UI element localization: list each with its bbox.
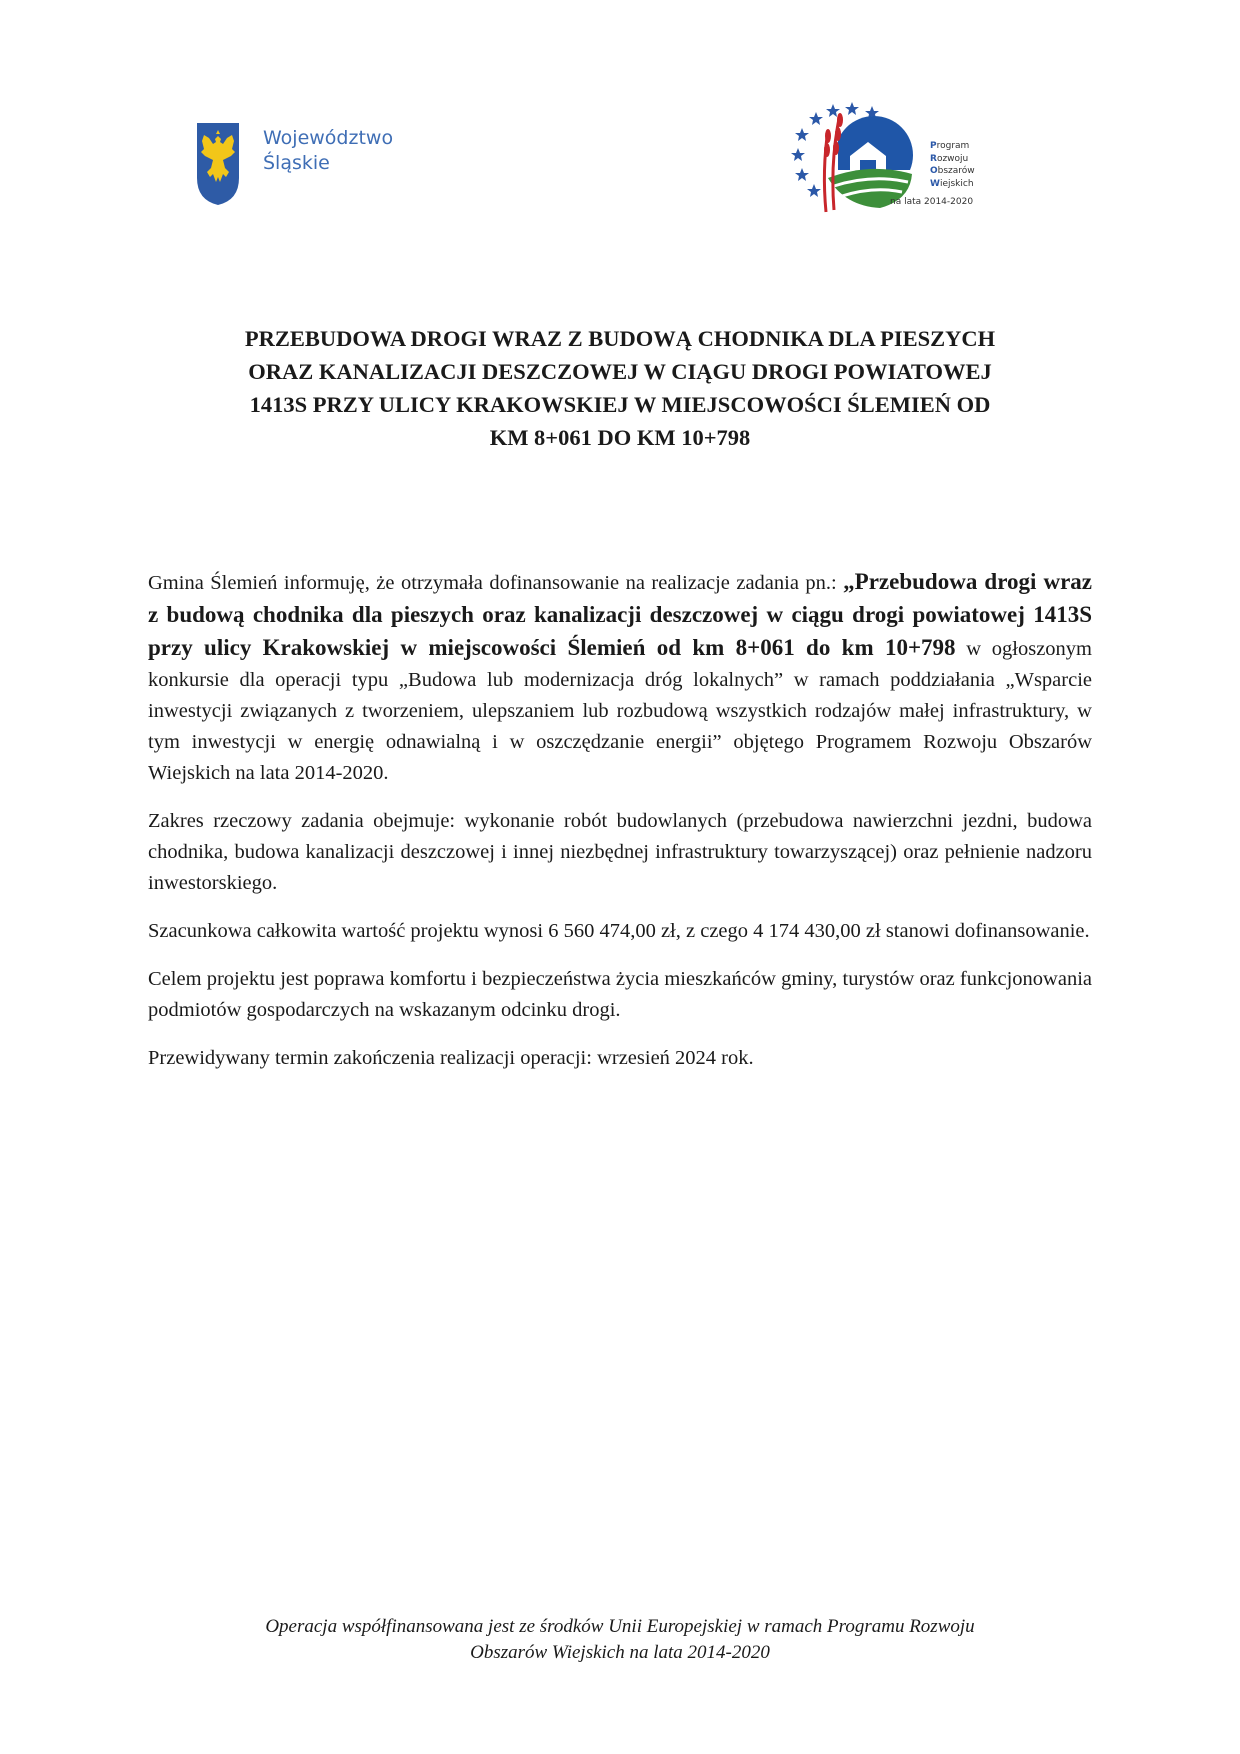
title-line: PRZEBUDOWA DROGI WRAZ Z BUDOWĄ CHODNIKA DLA PIESZYCH	[244, 326, 996, 351]
title-line: ORAZ KANALIZACJI DESZCZOWEJ W CIĄGU DROGI POWIATOWEJ	[248, 359, 992, 384]
paragraph-scope: Zakres rzeczowy zadania obejmuje: wykonanie robót budowlanych (przebudowa nawierzchni jezdni, budowa chodnika, budowa kanalizacji deszczowej i innej niezbędnej infrastruktury towarzyszącej) oraz pełnienie nadzoru inwestorskiego.	[148, 810, 1092, 894]
region-name-line2: Śląskie	[263, 152, 330, 174]
silesian-eagle-icon	[196, 122, 240, 206]
prow-logo	[790, 100, 1000, 220]
footer-line2: Obszarów Wiejskich na lata 2014-2020	[470, 1642, 770, 1663]
title-line: 1413S PRZY ULICY KRAKOWSKIEJ W MIEJSCOWOŚCI ŚLEMIEŃ OD	[249, 392, 991, 417]
prow-years: na lata 2014-2020	[890, 197, 974, 207]
paragraph-goal: Celem projektu jest poprawa komfortu i bezpieczeństwa życia mieszkańców gminy, turystów oraz funkcjonowania podmiotów gospodarczych na wskazanym odcinku drogi.	[148, 968, 1092, 1021]
prow-line-program: Program	[930, 141, 970, 151]
intro-rest: w ogłoszonym konkursie dla operacji typu „Budowa lub modernizacja dróg lokalnych” w ramach poddziałania „Wsparcie inwestycji związanych z tworzeniem, ulepszaniem lub rozbudową wszystkich rodzajów małej infrastruktury, w tym inwestycji w energię odnawialną i w oszczędzanie energii” objętego Programem Rozwoju Obszarów Wiejskich na lata 2014-2020.	[148, 638, 1092, 784]
wojewodztwo-slaskie-logo	[196, 122, 393, 206]
document-body	[148, 566, 1092, 1091]
footer-line1: Operacja współfinansowana jest ze środków Unii Europejskiej w ramach Programu Rozwoju	[265, 1616, 975, 1637]
document-title	[150, 322, 1090, 454]
prow-line-rozwoju: Rozwoju	[930, 153, 969, 164]
title-line: KM 8+061 DO KM 10+798	[489, 425, 751, 450]
footer-note	[140, 1614, 1100, 1666]
paragraph-intro	[148, 566, 1092, 789]
region-name-line1: Województwo	[263, 127, 394, 149]
prow-wordmark	[930, 140, 975, 190]
paragraph-value: Szacunkowa całkowita wartość projektu wynosi 6 560 474,00 zł, z czego 4 174 430,00 zł stanowi dofinansowanie.	[148, 920, 1090, 942]
prow-line-obszarow: Obszarów	[930, 166, 975, 176]
intro-text: Gmina Ślemień informuję, że otrzymała dofinansowanie na realizacje zadania pn.:	[148, 572, 844, 594]
project-name: „Przebudowa drogi wraz z budową chodnika dla pieszych oraz kanalizacji deszczowej w ciągu drogi powiatowej 1413S przy ulicy Krakowskiej w miejscowości Ślemień od km 8+061 do km 10+798	[148, 569, 1092, 660]
paragraph-deadline: Przewidywany termin zakończenia realizacji operacji: wrzesień 2024 rok.	[148, 1047, 754, 1069]
prow-line-wiejskich: Wiejskich	[930, 178, 974, 189]
